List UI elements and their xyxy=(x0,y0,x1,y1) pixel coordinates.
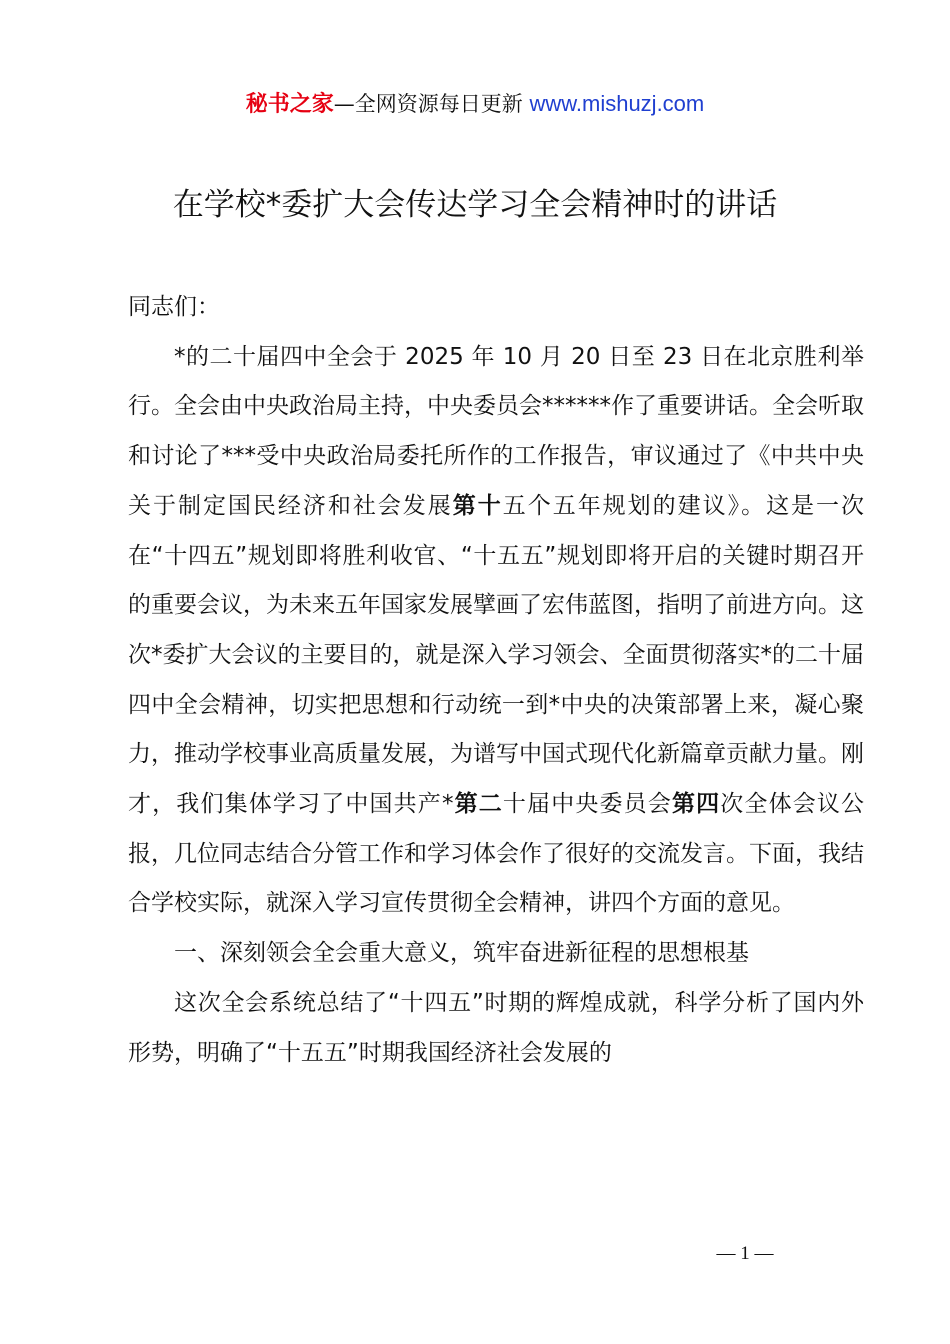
text-line: 这次全会系统总结了“十四五”时期的辉煌成就，科学分 xyxy=(174,989,746,1016)
bold-text: 第十 xyxy=(452,492,503,519)
text-line: 十届中央 xyxy=(502,791,600,818)
text-line: 五年国家发展擘画了宏伟蓝图，指明了前进方向。这次*委扩大 xyxy=(128,592,864,668)
text-line: 审议通过了《中共中央关于制定国民经济和社会发展 xyxy=(128,443,865,519)
text-line: 篇章贡献力量。刚才，我们集体学习了中国共产* xyxy=(128,741,864,818)
bold-text: 第四 xyxy=(671,791,721,818)
salutation: 同志们： xyxy=(128,294,220,320)
page-number: — 1 — xyxy=(716,1243,774,1264)
text-line: “十五五”规划即将开启的关键时期召开的重要会议，为未来 xyxy=(128,542,864,619)
site-header xyxy=(0,88,950,121)
text-line: 凝心聚力，推动学校事业高质量发展，为谱写中国式现代化新 xyxy=(128,691,865,768)
text-line: *的二十届四中全会于 2025 年 10 月 20 日至 23 日在北京胜 xyxy=(174,343,818,370)
text-line: 次全体会议公报，几位同志结合分管工作和学习体 xyxy=(128,791,865,867)
document-body xyxy=(128,283,864,1078)
text-line: 会议的主要目的，就是深入学习领会、全面贯彻落实*的二十届 xyxy=(231,641,864,668)
text-line: 利举行。全会由中央政治局主持，中央委员会******作了重要 xyxy=(128,343,865,420)
site-tagline: —全网资源每日更新 xyxy=(333,92,530,116)
text-line: 会作了很好的交流发言。下面，我结合学校实际，就深入学习 xyxy=(128,840,864,917)
text-line: 宣传贯彻全会精神，讲四个方面的意见。 xyxy=(381,890,795,917)
text-line: 讲话。全会听取和讨论了***受中央政治局委托所作的工作报告， xyxy=(128,393,864,470)
section-heading-1: 一、深刻领会全会重大意义，筑牢奋进新征程的思想根基 xyxy=(174,940,749,967)
text-line: 五个 xyxy=(502,492,553,519)
text-line: 四中全会精神，切实把思想和行动统一到*中央的决策部署上来， xyxy=(128,691,795,718)
text-line: 析了国内外形势，明确了“十五五”时期我国经济社会发展的 xyxy=(128,989,864,1066)
text-line: 五年规划的建议》。这是一次在“十四五”规划即将胜利收官、 xyxy=(128,492,865,569)
paragraph-section1 xyxy=(128,979,864,1078)
site-brand: 秘书之家 xyxy=(245,92,334,117)
site-url[interactable]: www.mishuzj.com xyxy=(529,91,705,116)
paragraph-intro xyxy=(128,333,864,929)
bold-text: 第二 xyxy=(453,791,503,818)
document-title: 在学校*委扩大会传达学习全会精神时的讲话 xyxy=(172,187,778,223)
text-line: 委员会 xyxy=(599,791,672,818)
